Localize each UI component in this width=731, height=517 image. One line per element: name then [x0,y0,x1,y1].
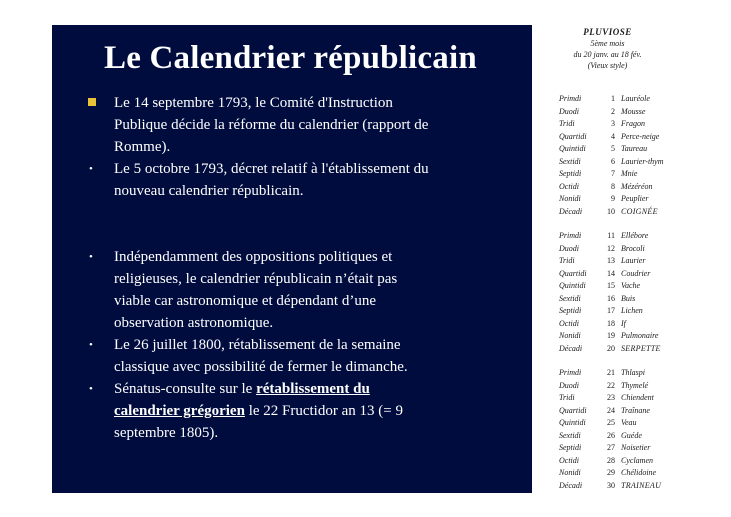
calendar-day-plant: Fragon [621,119,645,128]
calendar-row [559,430,679,443]
calendar-day-name: Primdi [559,368,582,377]
bullet-text: Indépendamment des oppositions politiques et religieuses, le calendrier républicain n’était pas viable car astronomique et dépendant d’une observation astronomique. [114,249,398,331]
calendar-day-number: 14 [607,268,615,278]
calendar-day-plant: Taureau [621,144,648,153]
calendar-row [559,343,679,356]
calendar-day-plant: COIGNÉE [621,206,658,216]
calendar-day-name: Nonidi [559,468,581,477]
calendar-row [559,442,679,455]
calendar-row [559,131,679,144]
calendar-day-plant: TRAINEAU [621,480,662,490]
calendar-day-number: 15 [607,281,615,290]
calendar-row [559,255,679,268]
bullet-item [86,334,436,378]
calendar-subtitle: 5ème mois [590,39,625,48]
calendar-day-number: 13 [607,256,615,265]
calendar-row [559,268,679,281]
calendar-day-name: Quintidi [559,281,586,290]
calendar-day-plant: Thlaspi [621,368,646,377]
calendar-day-plant: SERPETTE [621,343,661,353]
calendar-day-number: 3 [611,119,615,128]
calendar-day-name: Duodi [559,243,579,253]
bullet-list [86,92,436,444]
bullet-item [86,378,436,444]
calendar-day-name: Quintidi [559,144,586,153]
calendar-day-number: 30 [607,480,615,490]
calendar-day-number: 22 [607,380,615,390]
calendar-day-plant: Guéde [621,430,642,440]
calendar-day-number: 19 [607,331,615,340]
calendar-row [559,305,679,318]
calendar-day-name: Quartidi [559,131,587,141]
calendar-day-number: 28 [607,455,615,465]
calendar-month: PLUVIOSE [583,27,632,37]
calendar-day-plant: Chiendent [621,393,654,402]
calendar-day-plant: Peuplier [621,194,649,203]
calendar-header [536,25,679,91]
calendar-day-plant: Veau [621,418,637,427]
calendar-day-plant: Mousse [621,106,646,116]
calendar-row [559,480,679,493]
calendar-image [536,25,679,493]
calendar-row [559,143,679,156]
calendar-day-name: Quartidi [559,405,587,415]
calendar-row [559,230,679,243]
bullet-item [86,158,436,202]
calendar-day-plant: Chélidoine [621,468,657,477]
calendar-decade-3 [559,367,679,492]
calendar-day-name: Tridi [559,256,575,265]
dot-bullet-icon: • [89,383,93,395]
calendar-day-number: 8 [611,181,615,191]
calendar-day-number: 18 [607,318,615,328]
calendar-day-number: 29 [607,468,615,477]
calendar-day-name: Sextidi [559,156,581,166]
calendar-day-number: 11 [607,231,615,240]
calendar-day-name: Décadi [559,480,583,490]
calendar-row [559,206,679,219]
calendar-day-number: 20 [607,343,615,353]
calendar-day-name: Quartidi [559,268,587,278]
calendar-day-plant: Lichen [621,306,643,315]
bullet-item [86,92,436,158]
dot-bullet-icon: • [89,339,93,351]
calendar-row [559,367,679,380]
calendar-day-name: Tridi [559,119,575,128]
calendar-day-plant: Perce-neige [621,131,660,141]
calendar-day-number: 24 [607,405,615,415]
calendar-day-plant: Buis [621,293,636,303]
calendar-row [559,243,679,256]
dot-bullet-icon: • [89,251,93,263]
calendar-day-number: 1 [611,94,615,103]
bullet-text-prefix: Sénatus-consulte sur le [114,381,257,397]
calendar-day-number: 4 [611,131,615,141]
calendar-row [559,156,679,169]
calendar-day-plant: Thymelé [621,380,649,390]
calendar-day-name: Duodi [559,106,579,116]
calendar-row [559,168,679,181]
calendar-row [559,106,679,119]
calendar-row [559,380,679,393]
calendar-day-plant: Vache [621,281,641,290]
calendar-day-number: 2 [611,106,615,116]
calendar-day-number: 25 [607,418,615,427]
calendar-row [559,93,679,106]
calendar-day-plant: Pulmonaire [621,331,659,340]
calendar-day-name: Nonidi [559,331,581,340]
bullet-text: Le 26 juillet 1800, rétablissement de la semaine classique avec possibilité de fermer le dimanche. [114,337,408,375]
calendar-day-name: Nonidi [559,194,581,203]
calendar-row [559,181,679,194]
calendar-day-number: 10 [607,206,615,216]
dot-bullet-icon: • [89,163,93,175]
calendar-row [559,280,679,293]
calendar-day-plant: Laurier [621,256,646,265]
calendar-day-name: Septidi [559,169,582,178]
square-bullet-icon [88,98,96,106]
calendar-day-name: Septidi [559,443,582,452]
calendar-day-number: 5 [611,144,615,153]
calendar-day-name: Octidi [559,455,579,465]
bullet-item [86,246,436,334]
calendar-row [559,467,679,480]
slide-title: Le Calendrier républicain [104,40,477,76]
calendar-row [559,330,679,343]
bullet-text-suffix: le 22 Fructidor an 13 (= 9 septembre 1805). [114,403,403,441]
bullet-text: Le 5 octobre 1793, décret relatif à l'établissement du nouveau calendrier républicain. [114,161,429,199]
calendar-day-number: 27 [607,443,615,452]
calendar-day-plant: Noisetier [621,443,651,452]
calendar-day-number: 16 [607,293,615,303]
calendar-day-plant: Lauréole [621,94,650,103]
calendar-day-plant: If [621,318,626,328]
calendar-day-plant: Laurier-thym [621,156,664,166]
calendar-day-plant: Cyclamen [621,455,653,465]
bullet-text-emphasis: rétablissement du calendrier grégorien [114,381,370,419]
calendar-day-number: 6 [611,156,615,166]
calendar-day-plant: Mnie [621,169,638,178]
calendar-style-note: (Vieux style) [587,61,628,70]
calendar-day-name: Septidi [559,306,582,315]
calendar-day-number: 26 [607,430,615,440]
calendar-range: du 20 janv. au 18 fév. [573,50,642,59]
calendar-row [559,318,679,331]
calendar-row [559,455,679,468]
calendar-row [559,118,679,131]
calendar-day-name: Octidi [559,181,579,191]
calendar-day-name: Octidi [559,318,579,328]
calendar-day-plant: Mézéréon [621,181,653,191]
calendar-row [559,417,679,430]
calendar-decade-2 [559,230,679,355]
calendar-day-plant: Coudrier [621,268,651,278]
calendar-day-name: Sextidi [559,430,581,440]
calendar-decade-1 [559,93,679,218]
calendar-day-number: 23 [607,393,615,402]
calendar-day-number: 12 [607,243,615,253]
calendar-day-name: Sextidi [559,293,581,303]
calendar-row [559,392,679,405]
calendar-day-plant: Traînane [621,405,650,415]
calendar-day-plant: Ellébore [621,231,649,240]
calendar-day-name: Primdi [559,231,582,240]
calendar-day-number: 9 [611,194,615,203]
calendar-day-name: Décadi [559,206,583,216]
calendar-day-name: Duodi [559,380,579,390]
calendar-day-number: 21 [607,368,615,377]
calendar-day-name: Primdi [559,94,582,103]
calendar-day-name: Décadi [559,343,583,353]
calendar-day-name: Quintidi [559,418,586,427]
calendar-day-number: 7 [611,169,615,178]
calendar-day-number: 17 [607,306,615,315]
calendar-row [559,405,679,418]
calendar-day-name: Tridi [559,393,575,402]
calendar-day-plant: Brocoli [621,243,645,253]
bullet-text: Le 14 septembre 1793, le Comité d'Instruction Publique décide la réforme du calendrier (rapport de Romme). [114,95,429,155]
calendar-row [559,293,679,306]
calendar-row [559,193,679,206]
